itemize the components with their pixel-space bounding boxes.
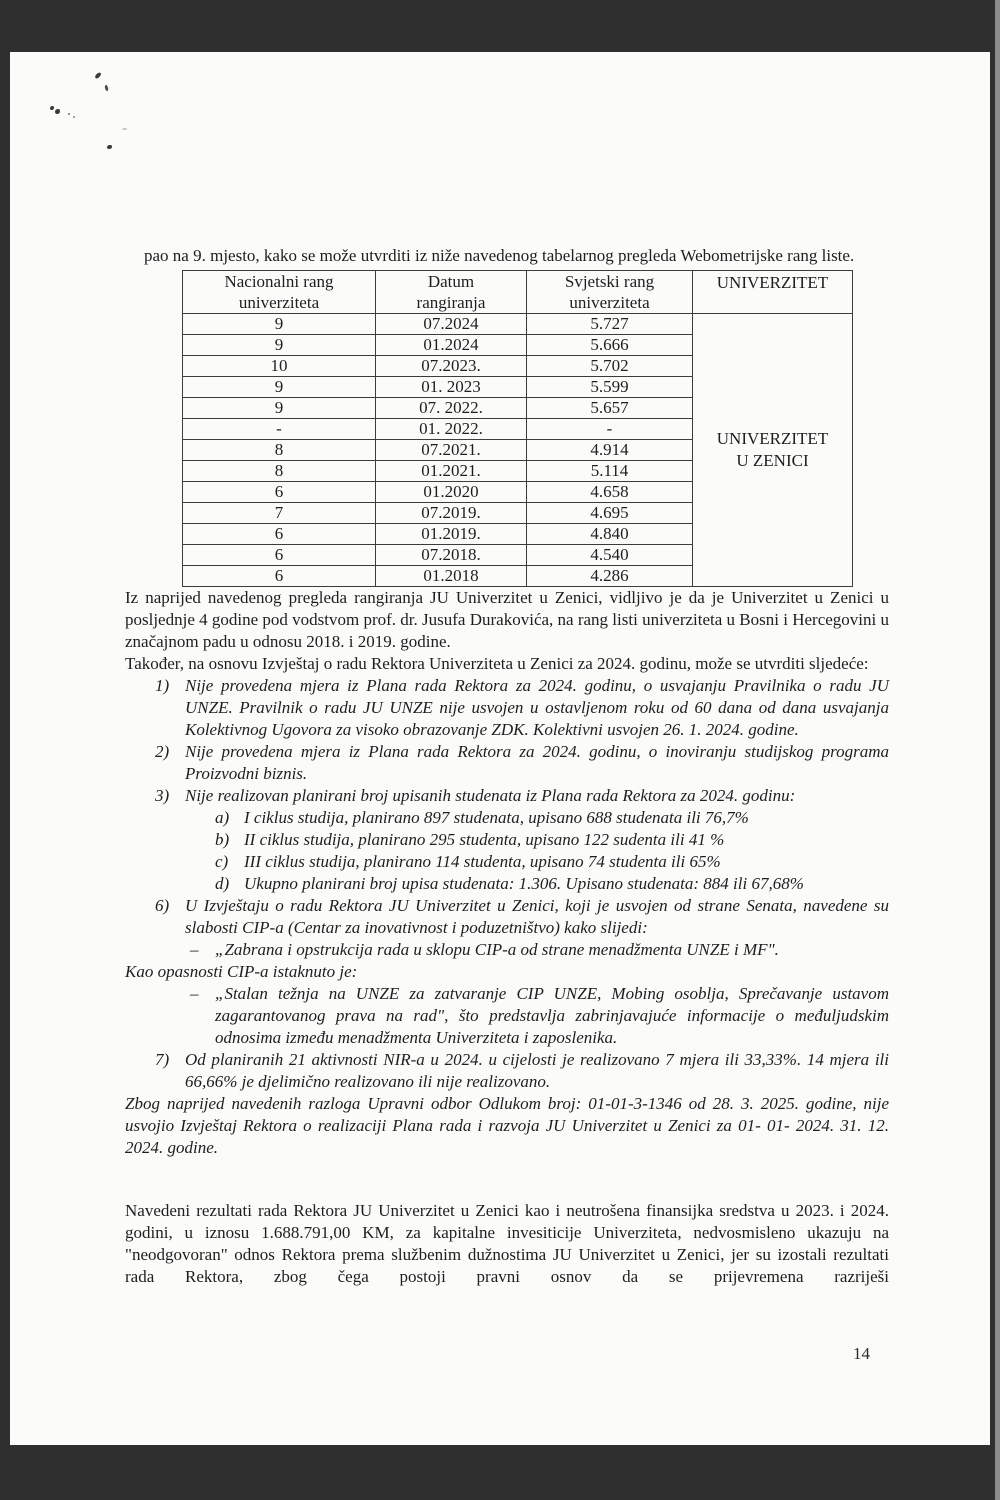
page-number: 14 — [853, 1344, 870, 1363]
list-item-3a — [125, 807, 889, 829]
cell-world-rank: 4.540 — [527, 545, 693, 566]
list-item-number: 1) — [155, 676, 170, 695]
ink-speck — [94, 72, 101, 80]
cell-national-rank: 8 — [183, 440, 376, 461]
list-item-number: 3) — [155, 786, 170, 805]
header-university: UNIVERZITET — [693, 271, 853, 314]
cell-national-rank: 7 — [183, 503, 376, 524]
ink-speck — [73, 116, 75, 118]
document-page — [10, 52, 990, 1445]
dash-item-1 — [125, 939, 889, 961]
list-item-text: III ciklus studija, planirano 114 studenta, upisano 74 studenta ili 65% — [244, 852, 721, 871]
cell-date: 07.2023. — [376, 356, 527, 377]
cell-date: 01.2024 — [376, 335, 527, 356]
list-item-1 — [125, 675, 889, 741]
cell-date: 01. 2023 — [376, 377, 527, 398]
cell-national-rank: 6 — [183, 545, 376, 566]
cell-date: 01.2020 — [376, 482, 527, 503]
cell-world-rank: 5.727 — [527, 314, 693, 335]
webometrics-ranking-table — [182, 270, 853, 587]
cell-world-rank: 5.666 — [527, 335, 693, 356]
cell-world-rank: 4.286 — [527, 566, 693, 587]
list-item-6 — [125, 895, 889, 939]
list-item-number: 6) — [155, 896, 170, 915]
cell-national-rank: 9 — [183, 398, 376, 419]
cell-national-rank: 9 — [183, 377, 376, 398]
cell-date: 07. 2022. — [376, 398, 527, 419]
list-item-3c — [125, 851, 889, 873]
cell-world-rank: 5.599 — [527, 377, 693, 398]
cell-national-rank: 6 — [183, 482, 376, 503]
list-item-3b — [125, 829, 889, 851]
cell-date: 01.2018 — [376, 566, 527, 587]
cell-world-rank: 4.658 — [527, 482, 693, 503]
cell-national-rank: 10 — [183, 356, 376, 377]
cell-world-rank: 4.840 — [527, 524, 693, 545]
ink-speck — [104, 85, 109, 92]
cell-university-name: UNIVERZITET U ZENICI — [693, 314, 853, 587]
list-item-3d — [125, 873, 889, 895]
cell-date: 01.2021. — [376, 461, 527, 482]
list-item-letter: c) — [215, 852, 229, 871]
cell-national-rank: 8 — [183, 461, 376, 482]
cell-national-rank: 9 — [183, 335, 376, 356]
cell-world-rank: 4.695 — [527, 503, 693, 524]
cell-date: 01.2019. — [376, 524, 527, 545]
ink-speck — [68, 113, 70, 115]
cell-national-rank: 6 — [183, 524, 376, 545]
paragraph-closing: Navedeni rezultati rada Rektora JU Univerzitet u Zenici kao i neutrošena finansijka sredstva u 2023. i 2024. godini, u iznosu 1.688.791,00 KM, za kapitalne invesiticije Univerziteta, nedvosmisleno ukazuju na "neodgovoran" odnos Rektora prema službenim dužnostima JU Univerzitet u Zenici, jer su izostali rezultati rada Rektora, zbog čega postoji pravni osnov da se prijevremena razriješi — [125, 1201, 889, 1286]
list-item-text: Nije provedena mjera iz Plana rada Rektora za 2024. godinu, o inoviranju studijskog programa Proizvodni biznis. — [185, 742, 889, 783]
dash-item-text: „Stalan težnja na UNZE za zatvaranje CIP UNZE, Mobing osoblja, Sprečavanje ustavom zagarantovanog prava na rad", što predstavlja zabrinjavajuće informacije o međuljudskim odnosima između menadžmenta Univerziteta i zaposlenika. — [215, 984, 889, 1047]
cell-world-rank: 5.114 — [527, 461, 693, 482]
cell-date: 07.2021. — [376, 440, 527, 461]
scanner-edge-strip — [995, 0, 1000, 1500]
paragraph-rector-report-intro: Također, na osnovu Izvještaj o radu Rektora Univerziteta u Zenici za 2024. godinu, može se utvrditi sljedeće: — [125, 654, 869, 673]
findings-list — [125, 675, 889, 1093]
dash-marker: – — [190, 940, 199, 959]
cell-national-rank: 9 — [183, 314, 376, 335]
intro-paragraph: pao na 9. mjesto, kako se može utvrditi iz niže navedenog tabelarnog pregleda Webometrijske rang liste. — [144, 246, 855, 265]
header-world-rank: Svjetski rang univerziteta — [527, 271, 693, 314]
ink-speck — [50, 106, 54, 110]
cell-national-rank: - — [183, 419, 376, 440]
list-item-text: Nije provedena mjera iz Plana rada Rektora za 2024. godinu, o usvajanju Pravilnika o radu JU UNZE. Pravilnik o radu JU UNZE nije usvojen u ostavljenom roku od 60 dana od dana usvajanja Kolektivnog Ugovora za visoko obrazovanje ZDK. Kolektivni usvojen 26. 1. 2024. godine. — [185, 676, 889, 739]
list-item-text: Od planiranih 21 aktivnosti NIR-a u 2024. u cijelosti je realizovano 7 mjera ili 33,33%. 14 mjera ili 66,66% je djelimično realizovano ili nije realizovano. — [185, 1050, 889, 1091]
list-item-text: Ukupno planirani broj upisa studenata: 1.306. Upisano studenata: 884 ili 67,68% — [244, 874, 804, 893]
paragraph-kao-opasnosti: Kao opasnosti CIP-a istaknuto je: — [125, 962, 358, 981]
list-item-text: II ciklus studija, planirano 295 studenta, upisano 122 sudenta ili 41 % — [244, 830, 725, 849]
cell-world-rank: 5.702 — [527, 356, 693, 377]
list-item-letter: b) — [215, 830, 230, 849]
cell-date: 07.2024 — [376, 314, 527, 335]
list-item-2 — [125, 741, 889, 785]
ink-speck — [107, 145, 112, 149]
dash-item-2 — [125, 983, 889, 1049]
list-item-text: I ciklus studija, planirano 897 studenata, upisano 688 studenata ili 76,7% — [244, 808, 749, 827]
cell-date: 01. 2022. — [376, 419, 527, 440]
list-item-text: U Izvještaju o radu Rektora JU Univerzitet u Zenici, koji je usvojen od strane Senata, navedene su slabosti CIP-a (Centar za inovativnost i poduzetništvo) kako slijedi: — [185, 896, 889, 937]
paragraph-ranking-conclusion: Iz naprijed navedenog pregleda rangiranja JU Univerzitet u Zenici, vidljivo je da je Univerzitet u Zenici u posljednje 4 godine pod vodstvom prof. dr. Jusufa Durakovića, na rang listi univerziteta u Bosni i Hercegovini u značajnom padu u odnosu 2018. i 2019. godine. — [125, 588, 889, 651]
list-item-7 — [125, 1049, 889, 1093]
list-item-3 — [125, 785, 889, 807]
cell-world-rank: - — [527, 419, 693, 440]
dash-marker: – — [190, 984, 199, 1003]
header-date: Datum rangiranja — [376, 271, 527, 314]
page-content — [125, 245, 889, 1288]
list-item-text: Nije realizovan planirani broj upisanih studenata iz Plana rada Rektora za 2024. godinu: — [185, 786, 796, 805]
table-header-row — [183, 271, 853, 314]
list-item-letter: d) — [215, 874, 230, 893]
cell-national-rank: 6 — [183, 566, 376, 587]
dash-item-text: „Zabrana i opstrukcija rada u sklopu CIP-a od strane menadžmenta UNZE i MF". — [215, 940, 779, 959]
header-national-rank: Nacionalni rang univerziteta — [183, 271, 376, 314]
cell-date: 07.2018. — [376, 545, 527, 566]
list-item-number: 2) — [155, 742, 170, 761]
table-row — [183, 314, 853, 335]
paragraph-decision: Zbog naprijed navedenih razloga Upravni odbor Odlukom broj: 01-01-3-1346 od 28. 3. 2025. godine, nije usvojio Izvještaj Rektora o realizaciji Plana rada i razvoja JU Univerzitet u Zenici za 01- 01- 2024. 31. 12. 2024. godine. — [125, 1094, 889, 1157]
cell-date: 07.2019. — [376, 503, 527, 524]
list-item-number: 7) — [155, 1050, 170, 1069]
cell-world-rank: 4.914 — [527, 440, 693, 461]
ink-speck — [122, 128, 127, 130]
list-item-letter: a) — [215, 808, 230, 827]
ink-speck — [55, 109, 60, 114]
cell-world-rank: 5.657 — [527, 398, 693, 419]
